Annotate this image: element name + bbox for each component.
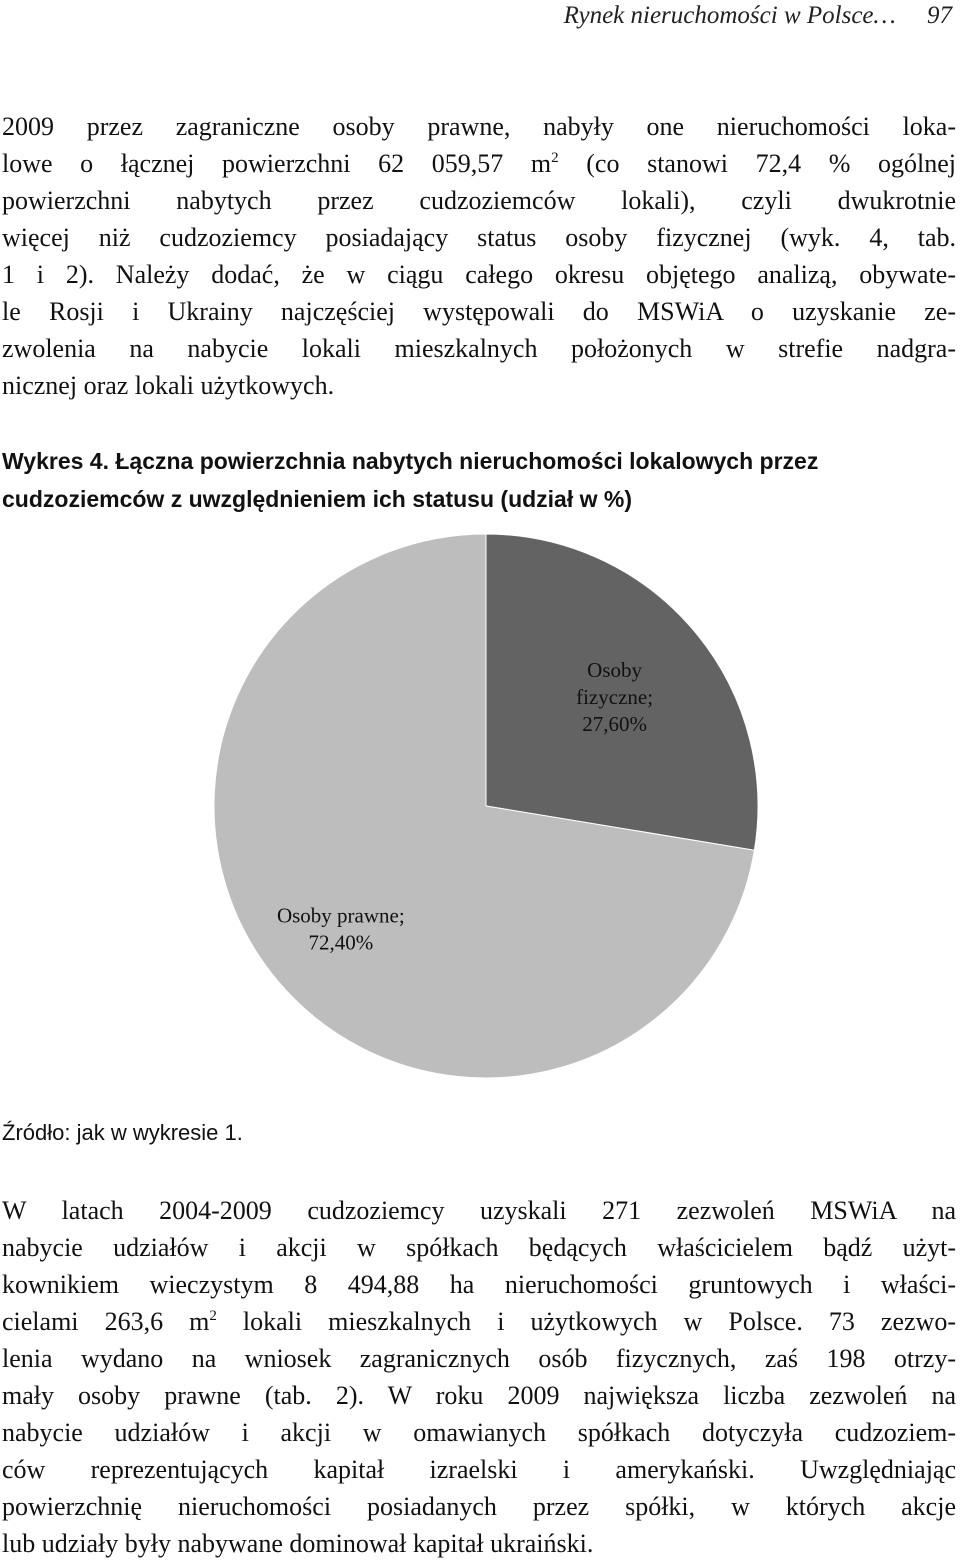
paragraph-1 bbox=[2, 108, 956, 404]
text-line: powierzchni nabytych przez cudzoziemców lokali), czyli dwukrotnie bbox=[2, 186, 956, 215]
pie-label-line: fizyczne; bbox=[576, 684, 654, 709]
running-title: Rynek nieruchomości w Polsce… bbox=[563, 2, 896, 29]
text-line: powierzchnię nieruchomości posiadanych przez spółki, w których akcje bbox=[2, 1492, 956, 1521]
pie-chart bbox=[0, 530, 960, 1100]
text-line bbox=[2, 1303, 956, 1340]
text-line: ców reprezentujących kapitał izraelski i amerykański. Uwzględniając bbox=[2, 1455, 956, 1484]
text-line: 2009 przez zagraniczne osoby prawne, nabyły one nieruchomości loka- bbox=[2, 112, 956, 141]
caption-line: cudzoziemców z uwzględnieniem ich statusu (udział w %) bbox=[2, 486, 633, 512]
text-line: mały osoby prawne (tab. 2). W roku 2009 największa liczba zezwoleń na bbox=[2, 1381, 956, 1410]
figure-source: Źródło: jak w wykresie 1. bbox=[2, 1120, 243, 1145]
superscript: 2 bbox=[551, 150, 559, 166]
pie-label-line: Osoby prawne; bbox=[276, 903, 405, 928]
text-segment: (co stanowi 72,4 % ogólnej bbox=[558, 149, 956, 178]
pie-label-line: 27,60% bbox=[582, 711, 647, 736]
running-header bbox=[0, 2, 952, 30]
pie-label-line: 72,40% bbox=[308, 930, 374, 955]
text-line: zwolenia na nabycie lokali mieszkalnych położonych w strefie nadgra- bbox=[2, 334, 956, 363]
page-number: 97 bbox=[927, 2, 952, 29]
text-line: więcej niż cudzoziemcy posiadający status osoby fizycznej (wyk. 4, tab. bbox=[2, 223, 956, 252]
text-line bbox=[2, 1192, 956, 1229]
text-line: kownikiem wieczystym 8 494,88 ha nieruchomości gruntowych i właści- bbox=[2, 1270, 956, 1299]
text-segment: lowe o łącznej powierzchni 62 059,57 m bbox=[2, 149, 552, 178]
text-segment: cielami 263,6 m bbox=[2, 1307, 210, 1336]
caption-line: Wykres 4. Łączna powierzchnia nabytych nieruchomości lokalowych przez bbox=[2, 448, 819, 474]
text-line bbox=[2, 145, 956, 182]
paragraph-2 bbox=[2, 1192, 956, 1562]
text-line: nabycie udziałów i akcji w spółkach będących właścicielem bądź użyt- bbox=[2, 1233, 956, 1262]
text-line: lub udziały były nabywane dominował kapitał ukraiński. bbox=[2, 1529, 594, 1558]
superscript: 2 bbox=[209, 1308, 217, 1324]
text-segment: lokali mieszkalnych i użytkowych w Polsce. 73 zezwo- bbox=[216, 1307, 956, 1336]
text-line: le Rosji i Ukrainy najczęściej występowali do MSWiA o uzyskanie ze- bbox=[2, 297, 956, 326]
text-line: 1 i 2). Należy dodać, że w ciągu całego okresu objętego analizą, obywate- bbox=[2, 260, 956, 289]
figure-caption bbox=[2, 442, 956, 518]
text-line: lenia wydano na wniosek zagranicznych osób fizycznych, zaś 198 otrzy- bbox=[2, 1344, 956, 1373]
text-line: nabycie udziałów i akcji w omawianych spółkach dotyczyła cudzoziem- bbox=[2, 1418, 956, 1447]
pie-label-line: Osoby bbox=[587, 657, 643, 682]
text-segment: W latach 2004-2009 cudzoziemcy uzyskali 271 zezwoleń MSWiA na bbox=[2, 1196, 956, 1225]
pie-label-osoby-fizyczne bbox=[576, 658, 653, 736]
text-line: nicznej oraz lokali użytkowych. bbox=[2, 371, 335, 400]
